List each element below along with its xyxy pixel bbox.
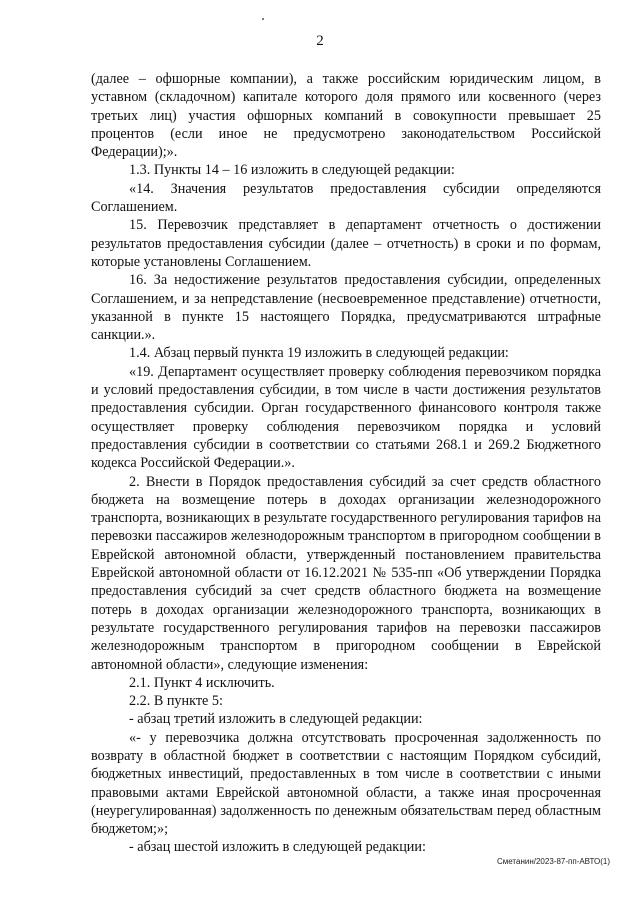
paragraph: - абзац третий изложить в следующей редакции: — [129, 711, 423, 728]
page-number: 2 — [316, 33, 324, 49]
paragraph: (далее – офшорные компании), а также российским юридическим лицом, в уставном (складочном) капитале которого доля прямого или косвенного (через третьих лиц) участия офшорных компаний в совокупности превышает 25 процентов (если иное не предусмотрено законодательством Российской Федерации);». — [91, 71, 601, 161]
paragraph: - абзац шестой изложить в следующей редакции: — [129, 839, 426, 856]
paragraph: 2.1. Пункт 4 исключить. — [129, 674, 275, 691]
paragraph: 15. Перевозчик представляет в департамент отчетность о достижении результатов предоставления субсидии (далее – отчетность) в сроки и по формам, которые установлены Соглашением. — [91, 217, 601, 270]
document-body — [91, 70, 601, 857]
paragraph: «14. Значения результатов предоставления субсидии определяются Соглашением. — [91, 180, 601, 216]
paragraph: 1.3. Пункты 14 – 16 изложить в следующей редакции: — [129, 162, 455, 179]
paragraph: 1.4. Абзац первый пункта 19 изложить в следующей редакции: — [129, 345, 509, 362]
footer-reference: Сметанин/2023-87-пп-АВТО(1) — [496, 857, 610, 866]
paragraph: «19. Департамент осуществляет проверку соблюдения перевозчиком порядка и условий предоставления субсидии, в том числе в части достижения результатов предоставления субсидии. Орган государственного финансового контроля также осуществляет проверку соблюдения перевозчиком порядка и условий предоставления субсидии в соответствии со статьями 268.1 и 269.2 Бюджетного кодекса Российской Федерации.». — [91, 363, 601, 472]
scan-speck — [262, 18, 264, 20]
paragraph: 2.2. В пункте 5: — [129, 693, 223, 710]
paragraph: 2. Внести в Порядок предоставления субсидий за счет средств областного бюджета на возмещение потерь в доходах организации железнодорожного транспорта, возникающих в результате государственного регулирования тарифов на перевозки пассажиров железнодорожным транспортом в пригородном сообщении в Еврейской автономной области, утвержденный постановлением правительства Еврейской автономной области от 16.12.2021 № 535-пп «Об утверждении Порядка предоставления субсидий за счет средств областного бюджета на возмещение потерь в доходах организации железнодорожного транспорта, возникающих в результате государственного регулирования тарифов на перевозки пассажиров железнодорожным транспортом в пригородном сообщении в Еврейской автономной области», следующие изменения: — [91, 473, 601, 673]
paragraph: 16. За недостижение результатов предоставления субсидии, определенных Соглашением, и за непредставление (несвоевременное представление) отчетности, указанной в пункте 15 настоящего Порядка, предусматриваются штрафные санкции.». — [91, 272, 601, 344]
paragraph: «- у перевозчика должна отсутствовать просроченная задолженность по возврату в областной бюджет в соответствии с настоящим Порядком субсидий, бюджетных инвестиций, предоставленных в том числе в соответствии с иными правовыми актами Еврейской автономной области, а также иная просроченная (неурегулированная) задолженность по денежным обязательствам перед областным бюджетом;»; — [91, 729, 601, 838]
